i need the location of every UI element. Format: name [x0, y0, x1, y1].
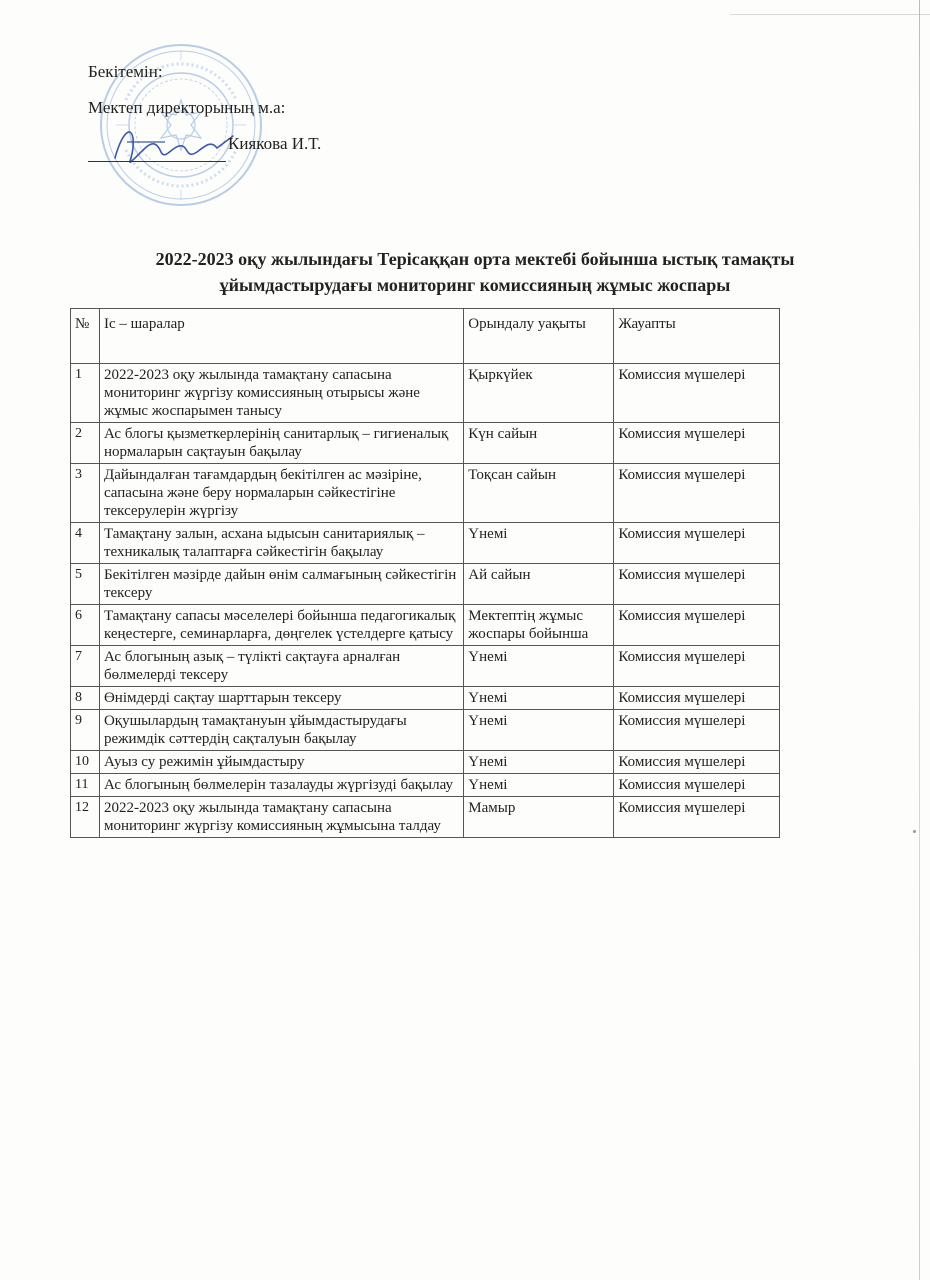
row-activity: Өнімдерді сақтау шарттарын тексеру — [99, 687, 463, 710]
row-time: Үнемі — [464, 710, 614, 751]
scan-edge-top — [730, 0, 930, 15]
table-row — [71, 646, 780, 687]
row-activity: Тамақтану сапасы мәселелері бойынша педагогикалық кеңестерге, семинарларға, дөңгелек үстелдерге қатысу — [99, 605, 463, 646]
work-plan-table — [70, 308, 780, 838]
row-responsible: Комиссия мүшелері — [614, 523, 780, 564]
header-responsible: Жауапты — [614, 309, 780, 364]
table-row — [71, 423, 780, 464]
table-row — [71, 564, 780, 605]
approve-label: Бекітемін: — [88, 62, 163, 81]
row-num: 5 — [71, 564, 100, 605]
title-line-1: 2022-2023 оқу жылындағы Терісаққан орта мектебі бойынша ыстық тамақты — [155, 249, 795, 269]
table-header-row — [71, 309, 780, 364]
row-num: 10 — [71, 751, 100, 774]
row-activity: Оқушылардың тамақтануын ұйымдастырудағы режимдік сәттердің сақталуын бақылау — [99, 710, 463, 751]
row-num: 2 — [71, 423, 100, 464]
title-line-2: ұйымдастырудағы мониторинг комиссияның жұмыс жоспары — [219, 275, 731, 295]
row-num: 7 — [71, 646, 100, 687]
signatory-name: Киякова И.Т. — [228, 134, 322, 153]
row-num: 6 — [71, 605, 100, 646]
row-responsible: Комиссия мүшелері — [614, 710, 780, 751]
row-responsible: Комиссия мүшелері — [614, 423, 780, 464]
scan-edge-right — [919, 0, 920, 1280]
table-row — [71, 687, 780, 710]
row-responsible: Комиссия мүшелері — [614, 687, 780, 710]
row-responsible: Комиссия мүшелері — [614, 564, 780, 605]
table-row — [71, 605, 780, 646]
row-responsible: Комиссия мүшелері — [614, 364, 780, 423]
row-num: 3 — [71, 464, 100, 523]
signature-line — [88, 126, 321, 162]
table-row — [71, 523, 780, 564]
header-activity: Іс – шаралар — [99, 309, 463, 364]
row-activity: Дайындалған тағамдардың бекітілген ас мәзіріне, сапасына және беру нормаларын сәйкестігіне тексерулерін жүргізу — [99, 464, 463, 523]
row-time: Үнемі — [464, 751, 614, 774]
row-time: Үнемі — [464, 646, 614, 687]
row-activity: Ас блогының бөлмелерін тазалауды жүргізуді бақылау — [99, 774, 463, 797]
row-responsible: Комиссия мүшелері — [614, 605, 780, 646]
table-row — [71, 464, 780, 523]
row-activity: Ас блогы қызметкерлерінің санитарлық – гигиеналық нормаларын сақтауын бақылау — [99, 423, 463, 464]
row-responsible: Комиссия мүшелері — [614, 464, 780, 523]
row-time: Мамыр — [464, 797, 614, 838]
row-time: Мектептің жұмыс жоспары бойынша — [464, 605, 614, 646]
row-num: 9 — [71, 710, 100, 751]
row-time: Қыркүйек — [464, 364, 614, 423]
director-position: Мектеп директорының м.а: — [88, 98, 286, 117]
header-num: № — [71, 309, 100, 364]
row-activity: Ауыз су режимін ұйымдастыру — [99, 751, 463, 774]
header-time: Орындалу уақыты — [464, 309, 614, 364]
row-time: Күн сайын — [464, 423, 614, 464]
approval-block — [88, 54, 321, 162]
row-num: 11 — [71, 774, 100, 797]
table-row — [71, 710, 780, 751]
row-num: 4 — [71, 523, 100, 564]
table-row — [71, 774, 780, 797]
table-row — [71, 797, 780, 838]
table-row — [71, 751, 780, 774]
row-time: Ай сайын — [464, 564, 614, 605]
row-time: Үнемі — [464, 774, 614, 797]
row-num: 12 — [71, 797, 100, 838]
row-num: 1 — [71, 364, 100, 423]
document-title — [60, 246, 890, 298]
row-responsible: Комиссия мүшелері — [614, 751, 780, 774]
signature-underline — [88, 139, 226, 162]
table-row — [71, 364, 780, 423]
row-num: 8 — [71, 687, 100, 710]
row-time: Үнемі — [464, 523, 614, 564]
row-responsible: Комиссия мүшелері — [614, 797, 780, 838]
row-responsible: Комиссия мүшелері — [614, 646, 780, 687]
row-activity: Ас блогының азық – түлікті сақтауға арналған бөлмелерді тексеру — [99, 646, 463, 687]
row-activity: 2022-2023 оқу жылында тамақтану сапасына мониторинг жүргізу комиссияның жұмысына талдау — [99, 797, 463, 838]
row-time: Үнемі — [464, 687, 614, 710]
row-activity: 2022-2023 оқу жылында тамақтану сапасына мониторинг жүргізу комиссияның отырысы және жұмыс жоспарымен танысу — [99, 364, 463, 423]
scan-speck — [913, 830, 916, 833]
row-activity: Бекітілген мәзірде дайын өнім салмағының сәйкестігін тексеру — [99, 564, 463, 605]
row-activity: Тамақтану залын, асхана ыдысын санитариялық – техникалық талаптарға сәйкестігін бақылау — [99, 523, 463, 564]
row-time: Тоқсан сайын — [464, 464, 614, 523]
row-responsible: Комиссия мүшелері — [614, 774, 780, 797]
